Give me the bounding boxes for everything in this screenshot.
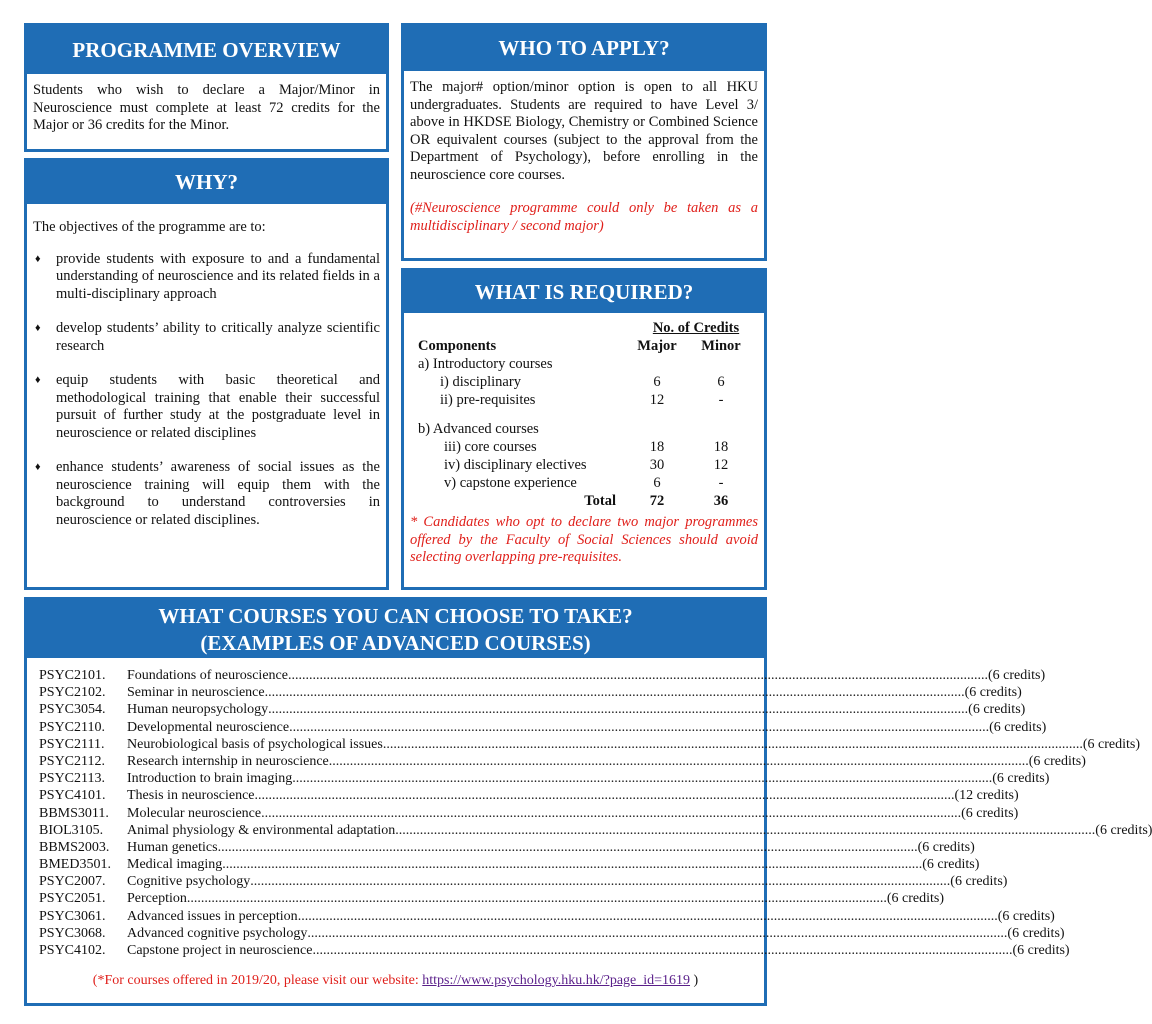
course-row [39,873,1008,890]
total-label: Total [584,493,616,509]
course-name: Seminar in neuroscience [127,685,265,701]
programme-overview-heading: PROGRAMME OVERVIEW [27,26,386,74]
objective-item [33,459,380,529]
course-credits: (6 credits) [917,839,975,855]
why-body [27,204,386,529]
credits-table [418,319,760,510]
course-name: Medical imaging [127,857,223,873]
component-label: i) disciplinary [440,374,521,390]
course-name: Molecular neuroscience [127,805,262,821]
component-label: iii) core courses [444,439,537,455]
course-credits: (6 credits) [950,874,1008,890]
dot-leader: ........................................................................................................................................................................................................ [264,685,965,701]
course-row [39,667,1046,684]
diamond-bullet-icon: ♦ [35,322,41,334]
course-name: Developmental neuroscience [127,719,290,735]
course-name: Human genetics [127,839,218,855]
dot-leader: ........................................................................................................................................................................................................ [250,874,951,890]
course-name: Perception [127,891,187,907]
course-row [39,770,1050,787]
diamond-bullet-icon: ♦ [35,461,41,473]
course-name: Research internship in neuroscience [127,753,329,769]
dot-leader: ........................................................................................................................................................................................................ [395,822,1096,838]
diamond-bullet-icon: ♦ [35,252,41,265]
course-code: PSYC4102. [39,943,106,958]
programme-overview-panel [24,23,389,152]
major-credits: 30 [649,457,665,473]
dot-leader: ........................................................................................................................................................................................................ [254,788,955,804]
component-label: iv) disciplinary electives [444,457,587,473]
objectives-list [33,251,380,530]
course-list [27,658,1152,959]
course-code: PSYC3068. [39,925,106,941]
course-name: Advanced cognitive psychology [127,925,308,941]
why-intro: The objectives of the programme are to: [33,219,266,235]
objective-item [33,372,380,442]
programme-overview-text: Students who wish to declare a Major/Minor in Neuroscience must complete at least 72 credits for the Major or 36 credits for the Minor. [33,82,380,133]
objective-item [33,251,380,304]
table-row [418,474,760,492]
who-to-apply-body [404,71,764,235]
why-heading: WHY? [27,161,386,204]
course-credits: (6 credits) [987,668,1046,683]
course-credits: (12 credits) [954,788,1019,804]
course-code: PSYC3061. [39,908,106,924]
dot-leader: ........................................................................................................................................................................................................ [328,753,1029,769]
course-row [39,839,975,856]
major-credits: 6 [653,475,661,491]
footnote-text: (*For courses offered in 2019/20, please visit our website: [92,973,423,989]
course-row [39,736,1140,753]
course-credits: (6 credits) [886,891,945,907]
dot-leader: ........................................................................................................................................................................................................ [312,943,1013,958]
objective-text: enhance students’ awareness of social issues as the neuroscience training will equip them with the background to understand controversies in neuroscience or related disciplines. [56,459,380,528]
major-credits: 12 [649,392,665,408]
minor-credits: - [718,475,724,491]
course-row [39,890,945,907]
course-code: PSYC4101. [39,788,106,804]
major-credits: 6 [653,374,661,390]
course-code: PSYC2112. [39,753,106,769]
dot-leader: ........................................................................................................................................................................................................ [289,719,990,735]
who-to-apply-panel [401,23,767,261]
objective-text: develop students’ ability to critically analyze scientific research [56,320,380,354]
course-code: PSYC2102. [39,685,106,701]
course-credits: (6 credits) [1082,736,1140,752]
course-name: Capstone project in neuroscience [127,943,313,958]
minor-credits: 6 [717,374,725,390]
component-label: ii) pre-requisites [440,392,536,408]
psychology-website-link[interactable]: https://www.psychology.hku.hk/?page_id=1619 [422,973,691,989]
course-name: Advanced issues in perception [127,908,298,924]
why-panel [24,158,389,590]
course-name: Neurobiological basis of psychological issues [127,736,383,752]
course-code: PSYC2051. [39,891,106,907]
course-row [39,684,1022,701]
course-row [39,856,980,873]
credits-header: No. of Credits [652,320,740,336]
course-credits: (6 credits) [1012,943,1070,958]
course-credits: (6 credits) [961,805,1019,821]
overlap-note: * Candidates who opt to declare two major programmes offered by the Faculty of Social Sciences should avoid selecting overlapping pre-requisites. [410,514,758,565]
course-credits: (6 credits) [922,857,980,873]
course-row [39,942,1070,959]
total-major: 72 [649,493,665,509]
major-column-label: Major [637,338,677,354]
minor-credits: - [718,392,724,408]
dot-leader: ........................................................................................................................................................................................................ [297,908,998,924]
minor-credits: 12 [713,457,729,473]
course-credits: (6 credits) [989,719,1047,735]
courses-heading-line1: WHAT COURSES YOU CAN CHOOSE TO TAKE? [158,604,633,628]
footnote-end: ) [690,973,699,989]
what-is-required-heading: WHAT IS REQUIRED? [404,271,764,313]
minor-credits: 18 [713,439,729,455]
course-credits: (6 credits) [997,908,1055,924]
major-note: (#Neuroscience programme could only be taken as a multidisciplinary / second major) [410,200,758,234]
course-code: BBMS3011. [39,805,109,821]
dot-leader: ........................................................................................................................................................................................................ [222,857,923,873]
course-code: BMED3501. [39,857,111,873]
course-code: PSYC3054. [39,702,106,718]
table-row [418,391,760,409]
eligibility-text: The major# option/minor option is open to all HKU undergraduates. Students are required to have Level 3/ above in HKDSE Biology, Chemistry or Combined Science OR equivalent courses (subject to the approval from the Department of Psychology), before enrolling in the neuroscience core courses. [410,79,758,183]
course-code: BIOL3105. [39,822,104,838]
course-code: PSYC2113. [39,771,106,787]
table-row [418,373,760,391]
group-a-label: a) Introductory courses [418,356,553,372]
total-minor: 36 [713,493,729,509]
course-credits: (6 credits) [964,685,1022,701]
course-credits: (6 credits) [1095,822,1152,838]
course-credits: (6 credits) [992,771,1050,787]
courses-panel [24,597,1152,1006]
dot-leader: ........................................................................................................................................................................................................ [292,771,993,787]
course-code: BBMS2003. [39,839,110,855]
dot-leader: ........................................................................................................................................................................................................ [268,702,969,718]
who-to-apply-heading: WHO TO APPLY? [404,26,764,71]
dot-leader: ........................................................................................................................................................................................................ [287,668,988,683]
course-row [39,822,1152,839]
diamond-bullet-icon: ♦ [35,374,41,386]
objective-item [33,320,380,355]
course-row [39,787,1019,804]
course-code: PSYC2111. [39,736,105,752]
course-row [39,908,1055,925]
course-row [39,701,1026,718]
table-row [418,456,760,474]
course-row [39,719,1047,736]
course-row [39,753,1086,770]
course-row [39,925,1065,942]
course-credits: (6 credits) [1007,925,1065,941]
course-name: Human neuropsychology [127,702,269,718]
dot-leader: ........................................................................................................................................................................................................ [261,805,962,821]
course-code: PSYC2110. [39,719,106,735]
minor-column-label: Minor [701,338,741,354]
courses-heading-line2: (EXAMPLES OF ADVANCED COURSES) [200,631,591,655]
course-row [39,805,1019,822]
dot-leader: ........................................................................................................................................................................................................ [382,736,1083,752]
courses-heading [27,600,764,658]
components-label: Components [418,338,497,354]
dot-leader: ........................................................................................................................................................................................................ [186,891,887,907]
course-name: Foundations of neuroscience [127,668,288,683]
objective-text: provide students with exposure to and a fundamental understanding of neuroscience and its related fields in a multi-disciplinary approach [56,250,380,302]
group-b-label: b) Advanced courses [418,421,539,437]
course-credits: (6 credits) [1028,753,1086,769]
course-name: Animal physiology & environmental adaptation [127,822,396,838]
major-credits: 18 [649,439,665,455]
component-label: v) capstone experience [444,475,577,491]
total-row [418,492,760,510]
objective-text: equip students with basic theoretical and methodological training that enable their successful pursuit of further study at the postgraduate level in neuroscience or related disciplines [56,372,380,441]
website-footnote [27,973,764,989]
course-name: Introduction to brain imaging [127,771,293,787]
table-row [418,438,760,456]
course-name: Thesis in neuroscience [127,788,255,804]
course-code: PSYC2101. [39,668,106,683]
dot-leader: ........................................................................................................................................................................................................ [307,925,1008,941]
course-code: PSYC2007. [39,874,106,890]
what-is-required-panel [401,268,767,590]
course-credits: (6 credits) [968,702,1026,718]
dot-leader: ........................................................................................................................................................................................................ [217,839,918,855]
course-name: Cognitive psychology [127,874,251,890]
